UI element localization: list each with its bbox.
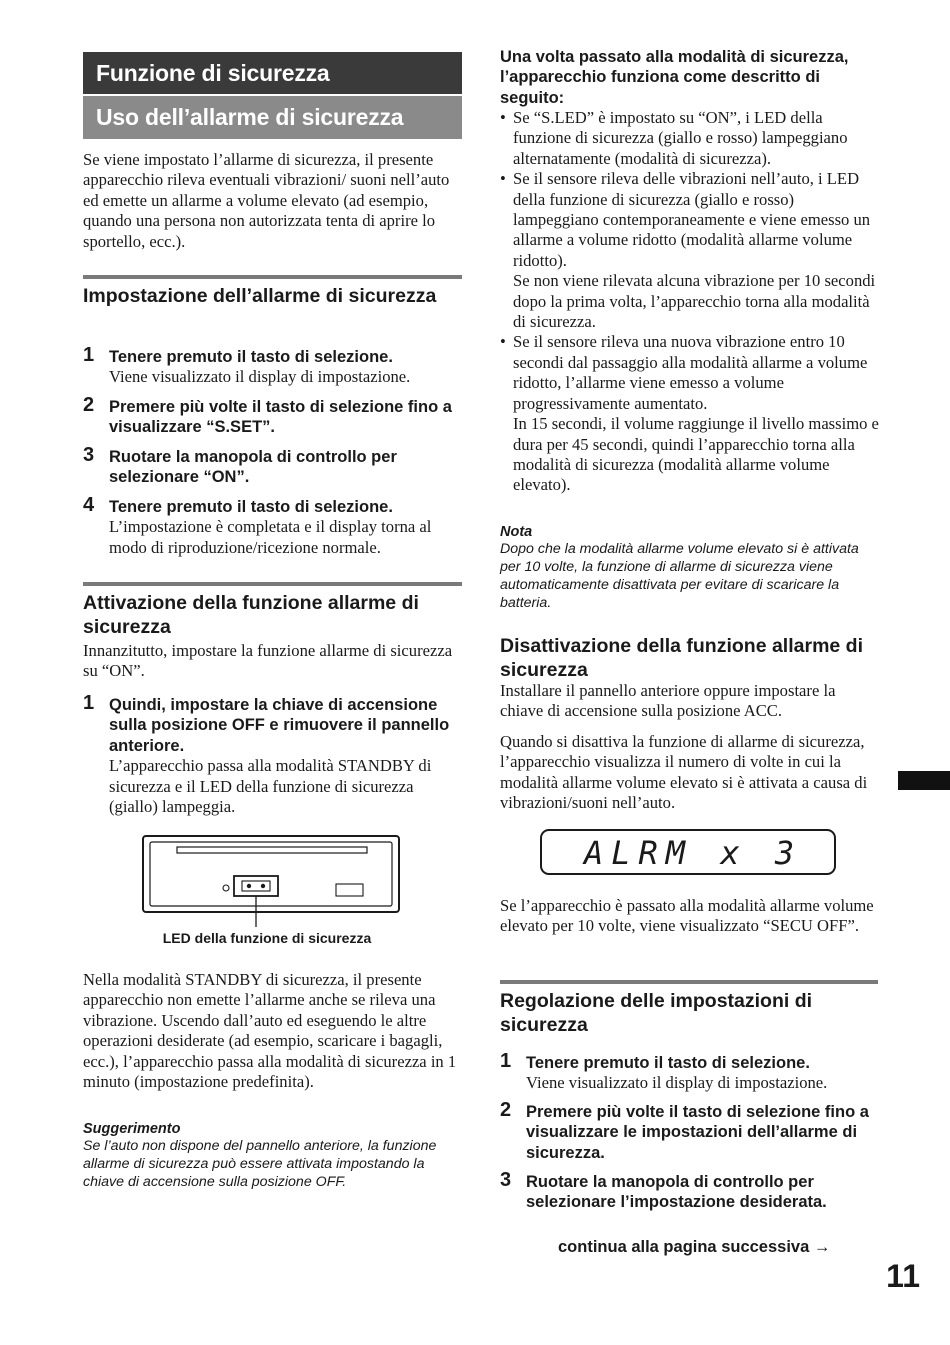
attivazione-step-1 [83, 692, 463, 820]
disattivazione-heading: Disattivazione della funzione allarme di sicurezza [500, 635, 864, 681]
impostazione-step-4 [83, 494, 463, 561]
regolazione-step-1 [500, 1050, 880, 1093]
device-panel-illustration [140, 834, 402, 929]
step-number: 4 [83, 494, 95, 516]
step-instruction: Ruotare la manopola di controllo per selezionare “ON”. [109, 448, 397, 487]
step-instruction: Premere più volte il tasto di selezione fino a visualizzare “S.SET”. [109, 398, 452, 437]
regolazione-heading: Regolazione delle impostazioni di sicurezza [500, 990, 813, 1036]
page-number: 11 [886, 1258, 920, 1294]
step-number: 2 [500, 1099, 512, 1121]
step-number: 2 [83, 394, 95, 416]
section-divider [83, 582, 462, 586]
step-instruction: Tenere premuto il tasto di selezione. [109, 348, 393, 366]
regolazione-step-2 [500, 1099, 880, 1164]
section-tab-marker [898, 771, 950, 790]
list-item [500, 332, 880, 495]
list-item [500, 169, 880, 332]
bullet-text: Se il sensore rileva una nuova vibrazione entro 10 secondi dal passaggio alla modalità allarme a volume ridotto, l’allarme viene emesso a volume progressivamente aumentato. [513, 332, 868, 413]
continue-next-page: continua alla pagina successiva → [558, 1238, 831, 1256]
step-result: L’impostazione è completata e il display torna al modo di riproduzione/ricezione normale. [109, 517, 432, 557]
tip-box [83, 1121, 463, 1191]
lcd-display [540, 829, 836, 875]
section-subtitle: Uso dell’allarme di sicurezza [96, 104, 404, 130]
impostazione-step-2 [83, 394, 463, 437]
step-number: 1 [500, 1050, 512, 1072]
bullet-extra: Se non viene rilevata alcuna vibrazione per 10 secondi dopo la prima volta, l’apparecchio torna alla modalità di sicurezza. [513, 271, 876, 332]
section-divider [500, 980, 878, 984]
section-title: Funzione di sicurezza [96, 59, 330, 86]
section-subtitle-banner [83, 96, 462, 139]
disattivazione-p3: Se l’apparecchio è passato alla modalità allarme volume elevato per 10 volte, viene visualizzato “SECU OFF”. [500, 896, 874, 936]
bullet-text: Se “S.LED” è impostato su “ON”, i LED della funzione di sicurezza (giallo e rosso) lampeggiano alternatamente (modalità di sicurezza). [513, 108, 848, 168]
step-instruction: Tenere premuto il tasto di selezione. [109, 498, 393, 516]
bullet-extra: In 15 secondi, il volume raggiunge il livello massimo e dura per 45 secondi, quindi l’apparecchio torna alla modalità di sicurezza (modalità allarme volume elevato). [513, 414, 879, 495]
step-result: L’apparecchio passa alla modalità STANDBY di sicurezza e il LED della funzione di sicurezza (giallo) lampeggia. [109, 756, 432, 817]
list-item [500, 108, 880, 169]
impostazione-heading: Impostazione dell’allarme di sicurezza [83, 285, 437, 307]
step-instruction: Tenere premuto il tasto di selezione. [526, 1054, 810, 1072]
intro-paragraph: Se viene impostato l’allarme di sicurezza, il presente apparecchio rileva eventuali vibrazioni/ suoni nell’auto ed emette un allarme a volume elevato (ad esempio, quando una persona non autorizzata tenta di aprire lo sportello, ecc.). [83, 150, 450, 251]
tip-text: Se l’auto non dispone del pannello anteriore, la funzione allarme di sicurezza può essere attivata impostando la chiave di accensione sulla posizione OFF. [83, 1138, 437, 1191]
step-instruction: Ruotare la manopola di controllo per selezionare l’impostazione desiderata. [526, 1173, 827, 1212]
step-result: Viene visualizzato il display di impostazione. [109, 367, 411, 387]
regolazione-step-3 [500, 1169, 880, 1214]
step-number: 1 [83, 344, 95, 366]
step-number: 1 [83, 692, 95, 714]
tip-title: Suggerimento [83, 1121, 181, 1137]
attivazione-heading: Attivazione della funzione allarme di sicurezza [83, 592, 419, 638]
note-title: Nota [500, 524, 533, 540]
note-text: Dopo che la modalità allarme volume elevato si è attivata per 10 volte, la funzione di allarme di sicurezza viene automaticamente disattivata per evitare di scaricare la batteria. [500, 541, 859, 612]
mode-bullets [500, 108, 880, 496]
standby-paragraph: Nella modalità STANDBY di sicurezza, il presente apparecchio non emette l’allarme anche se rileva una vibrazione. Uscendo dall’auto ed eseguendo le altre operazioni desiderate (ad esempio, scaricare i bagagli, ecc.), l’apparecchio passa alla modalità di sicurezza in 1 minuto (impostazione predefinita). [83, 970, 457, 1092]
step-instruction: Premere più volte il tasto di selezione fino a visualizzare le impostazioni dell’allarme di sicurezza. [526, 1103, 869, 1162]
section-divider [83, 275, 462, 279]
note-box [500, 524, 880, 612]
figure-caption: LED della funzione di sicurezza [162, 930, 372, 946]
bullet-text: Se il sensore rileva delle vibrazioni nell’auto, i LED della funzione di sicurezza (giallo e rosso) lampeggiano contemporaneamente e viene emesso un allarme a volume ridotto (modalità allarme volume ridotto). [513, 169, 871, 270]
step-instruction: Quindi, impostare la chiave di accensione sulla posizione OFF e rimuovere il pannello anteriore. [109, 696, 450, 755]
step-number: 3 [83, 444, 95, 466]
step-result: Viene visualizzato il display di impostazione. [526, 1073, 828, 1093]
attivazione-intro: Innanzitutto, impostare la funzione allarme di sicurezza su “ON”. [83, 641, 453, 681]
impostazione-step-1 [83, 344, 463, 387]
lcd-text: ALRM x 3 [584, 834, 803, 872]
disattivazione-p1: Installare il pannello anteriore oppure impostare la chiave di accensione sulla posizione ACC. [500, 681, 836, 721]
mode-lead: Una volta passato alla modalità di sicurezza, l’apparecchio funziona come descritto di seguito: [500, 48, 849, 107]
section-title-banner [83, 52, 462, 94]
disattivazione-p2: Quando si disattiva la funzione di allarme di sicurezza, l’apparecchio visualizza il numero di volte in cui la modalità allarme volume elevato si è attivata a causa di vibrazioni/suoni nell’auto. [500, 732, 868, 813]
impostazione-step-3 [83, 444, 463, 487]
step-number: 3 [500, 1169, 512, 1191]
